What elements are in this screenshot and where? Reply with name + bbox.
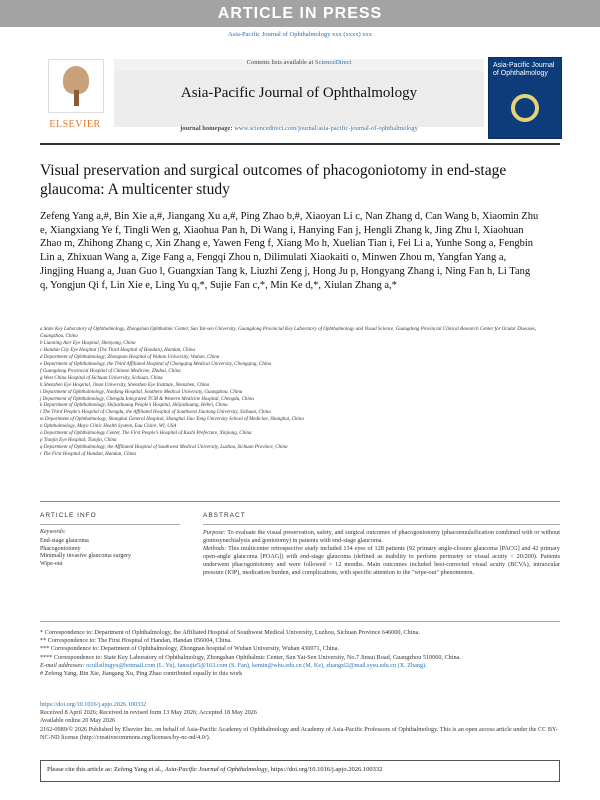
journal-title: Asia-Pacific Journal of Ophthalmology	[180, 85, 418, 101]
purpose-text: To evaluate the visual preservation, safety, and surgical outcomes of phacogoniotomy (phacoemulsification combined with or without goniosynechialysis and goniotomy) in patients with end-stage glaucoma.	[203, 529, 560, 545]
journal-header	[114, 55, 484, 139]
email-addresses	[40, 662, 560, 670]
affiliation: c Handan City Eye Hospital (The Third Hospital of Handan), Handan, China	[40, 347, 195, 353]
keyword: Phacogoniotomy	[40, 545, 81, 552]
affiliation: h Shenzhen Eye Hospital, Jinan University, Shenzhen Eye Institute, Shenzhen, China	[40, 382, 210, 388]
cite-prefix: Please cite this article as: Zefeng Yang et al.,	[47, 766, 165, 773]
copyright-notice: 2162-0989/© 2026 Published by Elsevier Inc. on behalf of Asia-Pacific Academy of Ophthalmology and Academy of Asia-Pacific Professors of Ophthalmology. This is an open access article under the CC BY-NC-ND license (http://creativecommons.org/licenses/by-nc-nd/4.0/).	[40, 725, 558, 741]
cite-doi[interactable]: , https://doi.org/10.1016/j.apjo.2026.100332	[267, 766, 383, 773]
publication-info	[40, 701, 560, 742]
email-label: E-mail addresses:	[40, 661, 87, 669]
affiliation: a State Key Laboratory of Ophthalmology, Zhongshan Ophthalmic Center, Sun Yat-sen University, Guangdong Provincial Key Laboratory of Ophthalmology and Visual Science, Guangdong Provincial Clinical Research Center for Ocular Diseases, Guangzhou, China	[40, 327, 537, 339]
correspondence-footnotes	[40, 629, 560, 678]
affiliation: o Department of Ophthalmology Center, The First People's Hospital of Kashi Prefecture, Xinjiang, China	[40, 431, 252, 437]
correspondence-note: * Correspondence to: Department of Ophthalmology, the Affiliated Hospital of Southwest Medical University, Luzhou, Sichuan Province 646000, China.	[40, 629, 420, 636]
email-links[interactable]: ocullstlingyu@hotmail.com (L. Yu), fansujie5@163.com (S. Fan), kemin@whu.edu.cn (M. Ke), zhangxl2@mail.sysu.edu.cn (X. Zhang).	[86, 661, 427, 669]
doi-link[interactable]: https://doi.org/10.1016/j.apjo.2026.100332	[40, 701, 147, 708]
methods-text: This multicenter retrospective study included 134 eyes of 128 patients (92 primary angle-closure glaucoma [PACG] and 42 primary open-angle glaucoma [POAG]) with end-stage glaucoma (defined as inability to perform perimetry or visual acuity < 20/200). Patients underwent phacogoniotomy and were followed > 12 months. Main outcomes included best-corrected visual acuity (BCVA), intraocular pressure (IOP), medication burden, and complications, with specific attention to the "wipe-out" phenomenon.	[203, 545, 560, 577]
keyword-list	[40, 538, 180, 568]
affiliation: j Department of Ophthalmology, Chengdu Integrated TCM & Western Medicine Hospital, Chengdu, China	[40, 396, 254, 402]
correspondence-note: **** Correspondence to: State Key Laboratory of Ophthalmology, Zhongshan Ophthalmic Center, Sun Yat-Sen University, No.7 Jinsui Road, Guangzhou 510060, China.	[40, 653, 461, 661]
elsevier-tree-icon	[48, 59, 104, 113]
affiliation-list	[40, 327, 560, 459]
affiliation: l The Third People's Hospital of Chengdu, the Affiliated Hospital of Southwest Jiaotong University, Sichuan, China	[40, 410, 271, 416]
affiliation: k Department of Ophthalmology, Shijiazhuang People's Hospital, Shijiazhuang, Hebei, China	[40, 403, 228, 409]
keywords-label: Keywords:	[40, 529, 66, 535]
abstract-body	[203, 529, 560, 578]
affiliation: r The First Hospital of Handan, Handan, China	[40, 452, 136, 458]
journal-cover-thumbnail	[488, 57, 562, 139]
contents-prefix: Contents lists available at	[246, 59, 315, 66]
keyword: Wipe-out	[40, 560, 63, 567]
equal-contribution-note: # Zefeng Yang, Bin Xie, Jiangang Xu, Ping Zhao contributed equally to this work	[40, 670, 243, 678]
affiliation: q Department of Ophthalmology, the Affiliated Hospital of Southwest Medical University, Luzhou, Sichuan Province, China	[40, 445, 288, 451]
masthead-rule	[40, 143, 560, 145]
affiliation: f Guangdong Provincial Hospital of Chinese Medicine, Zhuhai, China	[40, 368, 181, 374]
received-dates: Received 8 April 2026; Received in revised form 13 May 2026; Accepted 18 May 2026	[40, 709, 257, 717]
keyword: End-stage glaucoma	[40, 538, 89, 544]
article-title: Visual preservation and surgical outcomes of phacogoniotomy in end-stage glaucoma: A multicenter study	[40, 162, 507, 198]
online-date: Available online 20 May 2026	[40, 717, 116, 725]
journal-citation-line[interactable]: Asia-Pacific Journal of Ophthalmology xxx (xxxx) xxx	[227, 31, 373, 38]
affiliation: i Department of Ophthalmology, Nanfang Hospital, Southern Medical University, Guangzhou, China	[40, 389, 243, 395]
article-info-rule	[40, 524, 180, 525]
article-info-heading: ARTICLE INFO	[40, 512, 97, 519]
keyword: Minimally invasive glaucoma surgery	[40, 553, 132, 560]
cover-title: Asia-Pacific Journal of Ophthalmology	[493, 62, 555, 77]
affiliation: n Ophthalmology, Mayo Clinic Health System, Eau Claire, WI, USA	[40, 424, 177, 430]
contents-line	[114, 59, 484, 71]
eye-icon	[511, 94, 539, 122]
cite-this-article-box	[40, 760, 560, 782]
correspondence-note: *** Correspondence to: Department of Ophthalmology, Zhongnan hospital of Wuhan University, Wuhan 430071, China.	[40, 645, 340, 653]
publisher-name: ELSEVIER	[49, 119, 101, 130]
publisher-logo-block	[40, 55, 110, 139]
abstract-heading: ABSTRACT	[203, 512, 246, 519]
homepage-label: journal homepage:	[180, 125, 235, 132]
footnote-rule	[40, 621, 560, 622]
affiliation: m Department of Ophthalmology, Shanghai General Hospital, Shanghai Jiao Tong University School of Medicine, Shanghai, China	[40, 417, 304, 423]
abstract-rule	[203, 524, 560, 525]
purpose-label: Purpose:	[203, 529, 226, 536]
sciencedirect-link[interactable]: ScienceDirect	[314, 59, 352, 66]
affiliation: p Tianjin Eye Hospital, Tianjin, China	[40, 438, 117, 444]
affiliation: b Liaoning Aier Eye Hospital, Shenyang, China	[40, 340, 136, 346]
affiliation: g West China Hospital of Sichuan University, Sichuan, China	[40, 375, 163, 381]
section-rule	[40, 501, 560, 502]
homepage-link[interactable]: www.sciencedirect.com/journal/asia-pacific-journal-of-ophthalmology	[234, 125, 418, 132]
journal-masthead	[40, 55, 560, 139]
cite-journal: Asia-Pacific Journal of Ophthalmology	[164, 766, 268, 773]
journal-homepage	[114, 125, 484, 132]
affiliation: e Department of Ophthalmology, the Third Affiliated Hospital of Chongqing Medical University, Chongqing, China	[40, 361, 272, 367]
article-in-press-banner: ARTICLE IN PRESS	[0, 0, 600, 27]
methods-label: Methods:	[203, 545, 227, 553]
author-list[interactable]: Zefeng Yang a,#, Bin Xie a,#, Jiangang Xu a,#, Ping Zhao b,#, Xiaoyan Li c, Nan Zhang d, Can Wang b, Xiaomin Zhu e, Xiangxiang Ye f, Tingli Wen g, Xiaohua Pan h, Di Wang i, Hanying Fan j, Hengli Zhang k, Jing Zhu l, Xiaohuan Zhao m, Zhihong Zhang c, Xin Zhang e, Yawen Feng f, Xiang Mo h, Xuelian Tian i, Fei Li a, Yunhe Song a, Fengbin Lin a, Zhixuan Wang a, Zige Fang a, Fengqi Zhou n, Dilimulati Xiaokaiti o, Minwen Zhou m, Yangfan Yang a, Jingjing Huang a, Juan Guo l, Guangxian Tang k, Liuzhi Zeng j, Hong Ju p, Hongyang Zhang i, Ning Fan h, Li Tang q, Yongjun Qi f, Lin Xie e, Ling Yu q,*, Sujie Fan c,*, Min Ke d,*, Xiulan Zhang a,*	[40, 211, 539, 291]
affiliation: d Department of Ophthalmology, Zhongnan Hospital of Wuhan University, Wuhan, China	[40, 354, 220, 360]
correspondence-note: ** Correspondence to: The First Hospital of Handan, Handan 056004, China.	[40, 637, 232, 645]
